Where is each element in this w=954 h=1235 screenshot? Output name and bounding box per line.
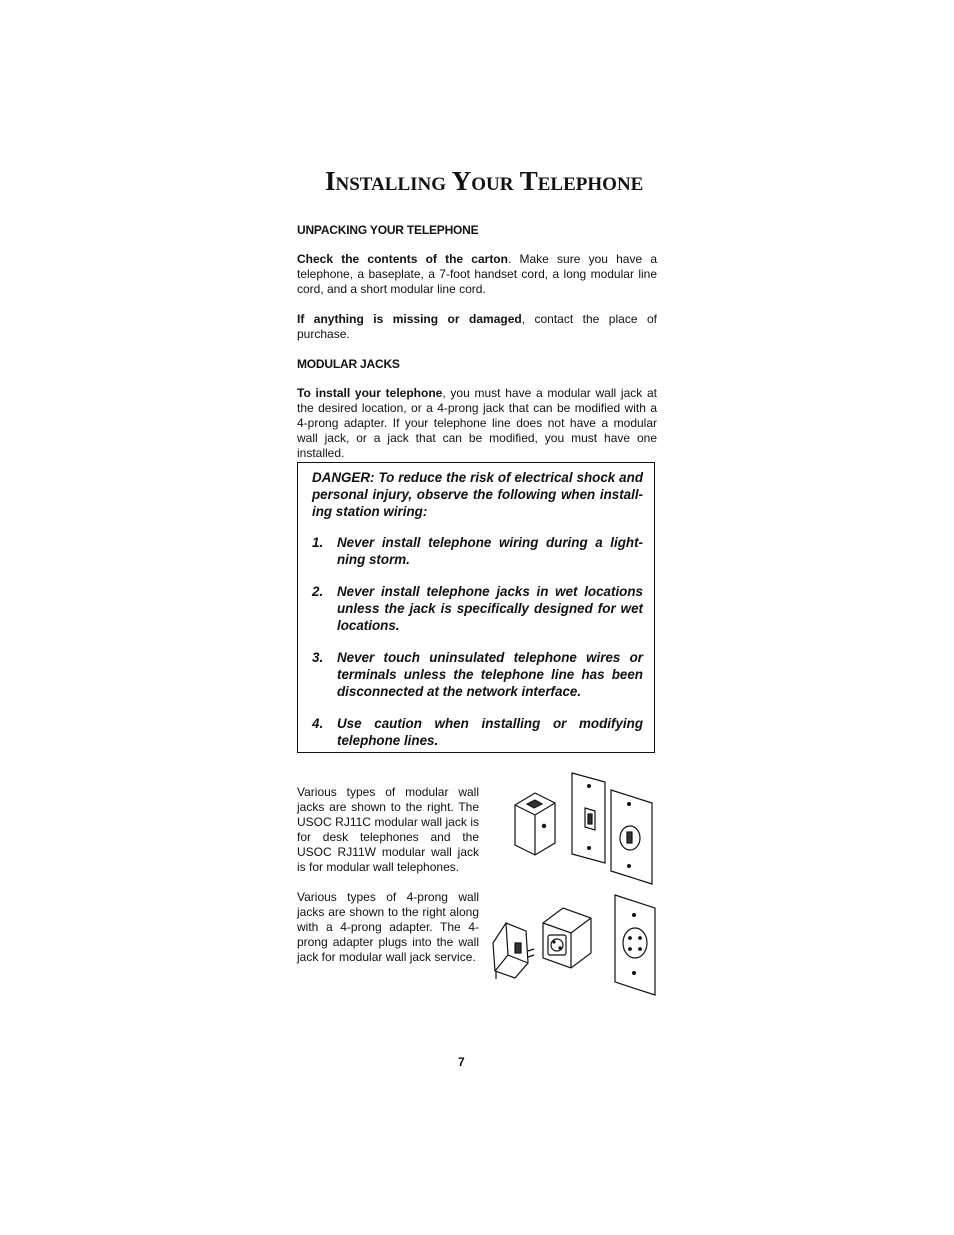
page-number: 7 [458, 1055, 465, 1069]
surface-prong-jack-icon [543, 908, 591, 968]
paragraph-missing [297, 312, 657, 342]
danger-item-text: Never install telephone jacks in wet locations unless the jack is specifically designed for wet locations. [337, 584, 643, 633]
danger-item-text: Never touch uninsulated telephone wires or terminals unless the telephone line has been disconnected at the network interface. [337, 650, 643, 699]
paragraph-install [297, 386, 657, 461]
prong-adapter-icon [493, 923, 534, 979]
danger-item [312, 534, 643, 568]
modular-jacks-illustration [505, 768, 665, 890]
paragraph-check-contents [297, 252, 657, 297]
danger-item-text: Use caution when installing or modifying telephone lines. [337, 716, 643, 748]
missing-body: , contact the place of purchase. [297, 312, 657, 341]
danger-item-number: 4. [312, 716, 324, 731]
install-body: , you must have a modular wall jack at the desired location, or a 4-prong jack that can be modified with a 4-prong adapter. If your telephone line does not have a modular wall jack, or a jack that can be modified, you must have one installed. [297, 386, 657, 460]
rj11c-wall-plate-icon [572, 773, 605, 863]
section-heading-modular-jacks: MODULAR JACKS [297, 357, 400, 371]
danger-intro: DANGER: To reduce the risk of electrical shock and personal injury, observe the following when install-ing station wiring: [312, 470, 643, 519]
danger-item-number: 3. [312, 650, 324, 665]
paragraph-prong-jack-types: Various types of 4-prong wall jacks are shown to the right along with a 4-prong adapter. The 4-prong adapter plugs into the wall jack for modular wall jack service. [297, 890, 479, 964]
flush-prong-wall-plate-icon [615, 895, 655, 995]
danger-item-number: 2. [312, 584, 324, 599]
prong-jacks-illustration [488, 893, 663, 1001]
install-lead: To install your telephone [297, 386, 443, 400]
danger-box [297, 462, 655, 753]
check-contents-lead: Check the contents of the carton [297, 252, 508, 266]
page-title: Installing Your Telephone [325, 166, 644, 196]
check-contents-body: . Make sure you have a telephone, a baseplate, a 7-foot handset cord, a long modular line cord, and a short modular line cord. [297, 252, 658, 296]
danger-item [312, 715, 643, 749]
danger-item-number: 1. [312, 535, 324, 550]
surface-mount-jack-icon [515, 793, 555, 855]
section-heading-unpacking: UNPACKING YOUR TELEPHONE [297, 223, 479, 237]
danger-item [312, 649, 643, 700]
rj11w-wall-plate-icon [611, 790, 652, 884]
danger-item [312, 583, 643, 634]
paragraph-modular-jack-types: Various types of modular wall jacks are shown to the right. The USOC RJ11C modular wall jack is for desk telephones and the USOC RJ11W modular wall jack is for modular wall telephones. [297, 785, 479, 874]
danger-item-text: Never install telephone wiring during a light-ning storm. [337, 535, 643, 567]
danger-list [312, 534, 643, 749]
missing-lead: If anything is missing or damaged [297, 312, 522, 326]
